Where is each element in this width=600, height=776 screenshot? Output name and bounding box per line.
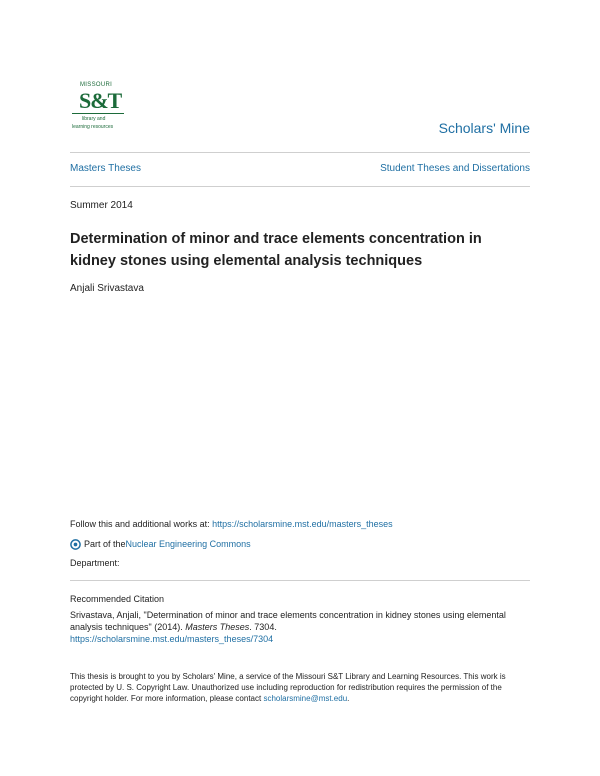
- publication-date: Summer 2014: [70, 200, 133, 211]
- contact-email-link[interactable]: scholarsmine@mst.edu: [263, 694, 348, 703]
- author-name: Anjali Srivastava: [70, 283, 144, 294]
- follow-prefix: Follow this and additional works at:: [70, 519, 213, 529]
- divider-citation: [70, 580, 530, 581]
- divider-top: [70, 152, 530, 153]
- logo-missouri-text: MISSOURI: [80, 82, 113, 88]
- follow-line: [70, 518, 393, 530]
- footer-notice: [70, 671, 530, 704]
- footer-end: .: [347, 694, 350, 703]
- creative-commons-icon: [70, 539, 81, 550]
- nuclear-engineering-commons-link[interactable]: Nuclear Engineering Commons: [125, 539, 251, 549]
- recommended-citation-heading: Recommended Citation: [70, 594, 165, 604]
- logo-resources-text: learning resources: [72, 124, 114, 130]
- logo-mark-text: S&T: [79, 88, 122, 113]
- footer-text: This thesis is brought to you by Scholars' Mine, a service of the Missouri S&T Library and Learning Resources. This work is protected by U. S. Copyright Law. Unauthorized use including reproduction for redistribution requires the permission of the copyright holder. For more information, please contact: [70, 672, 506, 703]
- citation-number: . 7304.: [249, 622, 277, 632]
- part-of-line: [70, 538, 251, 550]
- citation-journal: Masters Theses: [185, 622, 250, 632]
- part-of-prefix: Part of the: [84, 539, 126, 549]
- citation-text: [70, 609, 530, 645]
- department-label: Department:: [70, 558, 120, 568]
- masters-theses-link[interactable]: Masters Theses: [70, 163, 141, 174]
- masters-theses-url-link[interactable]: https://scholarsmine.mst.edu/masters_theses: [212, 519, 393, 529]
- citation-body: Srivastava, Anjali, "Determination of minor and trace elements concentration in kidney stones using elemental analysis techniques" (2014).: [70, 610, 506, 632]
- scholars-mine-link[interactable]: Scholars' Mine: [438, 120, 530, 136]
- student-theses-link[interactable]: Student Theses and Dissertations: [380, 163, 530, 174]
- citation-url-link[interactable]: https://scholarsmine.mst.edu/masters_theses/7304: [70, 634, 274, 644]
- divider-nav: [70, 186, 530, 187]
- library-logo: [70, 80, 126, 136]
- logo-library-text: library and: [82, 116, 106, 122]
- thesis-title: Determination of minor and trace elements concentration in kidney stones using elemental analysis techniques: [70, 231, 482, 269]
- logo-rule: [72, 113, 124, 114]
